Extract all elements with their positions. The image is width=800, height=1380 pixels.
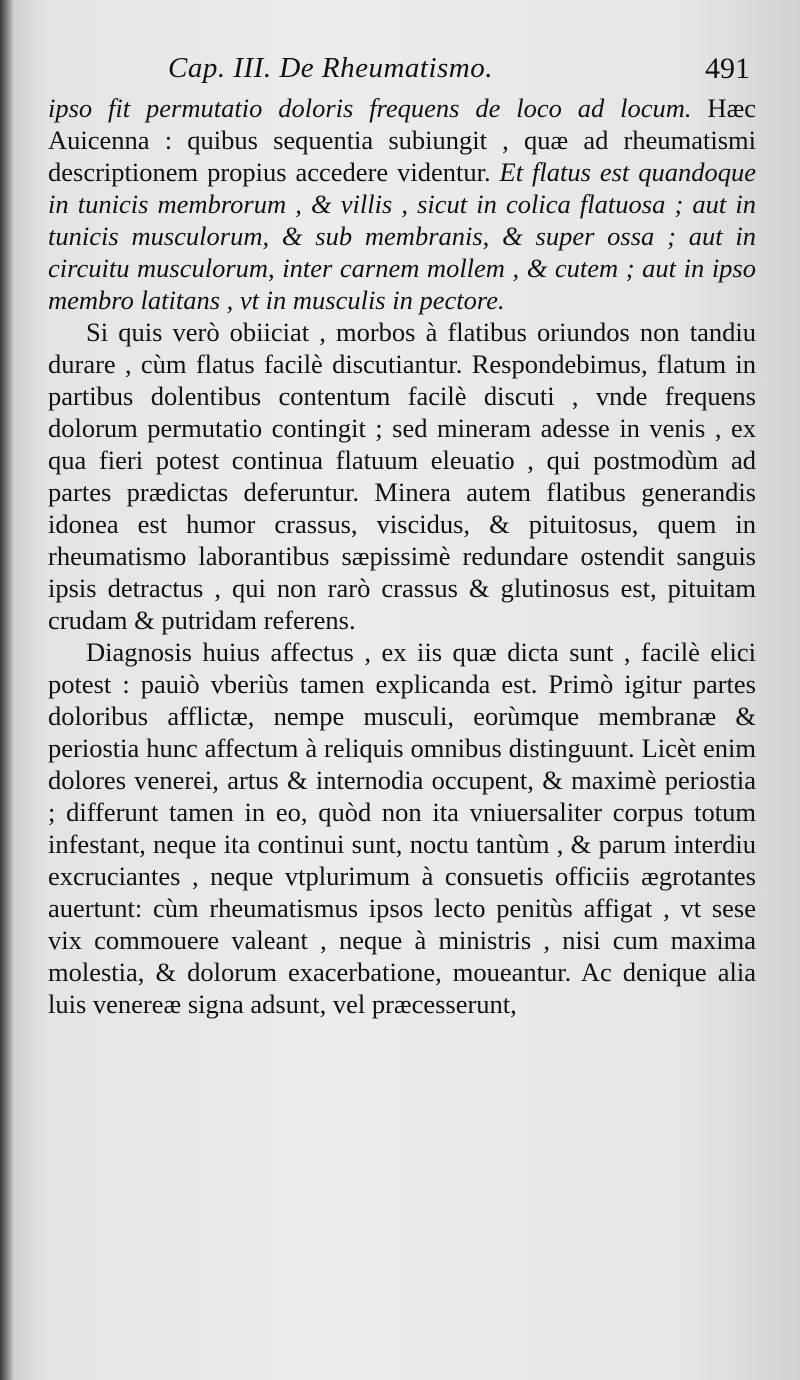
- text-segment: Et flatus est quandoque in tunicis membrorum , & villis , sicut in colica flatuosa ; aut in tunicis musculorum, & sub membranis, & super ossa ; aut in circuitu musculorum, inter carnem mollem , & cutem ; aut in ipso membro latitans , vt in musculis in pectore.: [48, 157, 756, 315]
- paragraph: [48, 636, 756, 1020]
- page-number: 491: [705, 52, 750, 85]
- text-segment: Si quis verò obiiciat , morbos à flatibus oriundos non tandiu durare , cùm flatus facilè discutiantur. Respondebimus, flatum in partibus dolentibus contentum facilè discuti , vnde frequens dolorum permutatio contingit ; sed mineram adesse in venis , ex qua fieri potest continua flatuum eleuatio , qui postmodùm ad partes prædictas deferuntur. Minera autem flatibus generandis idonea est humor crassus, viscidus, & pituitosus, quem in rheumatismo laborantibus sæpissimè redundare ostendit sanguis ipsis detractus , qui non rarò crassus & glutinosus est, pituitam crudam & putridam referens.: [48, 317, 756, 635]
- text-segment: ipso fit permutatio doloris frequens de loco ad locum.: [48, 93, 692, 123]
- body-text: [48, 92, 756, 1020]
- paragraph: [48, 316, 756, 636]
- text-segment: Hæc Auicenna : quibus sequentia subiungit , quæ ad rheumatismi descriptionem propius accedere videntur.: [48, 93, 757, 187]
- paragraph: [48, 92, 756, 316]
- page-header: [48, 52, 756, 92]
- running-head: Cap. III. De Rheumatismo.: [168, 52, 494, 84]
- text-segment: Diagnosis huius affectus , ex iis quæ dicta sunt , facilè elici potest : pauiò vberiùs tamen explicanda est. Primò igitur partes doloribus afflictæ, nempe musculi, eorùmque membranæ & periostia hunc affectum à reliquis omnibus distinguunt. Licèt enim dolores venerei, artus & internodia occupent, & maximè periostia ; differunt tamen in eo, quòd non ita vniuersaliter corpus totum infestant, neque ita continui sunt, noctu tantùm , & parum interdiu excruciantes , neque vtplurimum à consuetis officiis ægrotantes auertunt: cùm rheumatismus ipsos lecto penitùs affigat , vt sese vix commouere valeant , neque à ministris , nisi cum maxima molestia, & dolorum exacerbatione, moueantur. Ac denique alia luis venereæ signa adsunt, vel præcesserunt,: [48, 637, 756, 1019]
